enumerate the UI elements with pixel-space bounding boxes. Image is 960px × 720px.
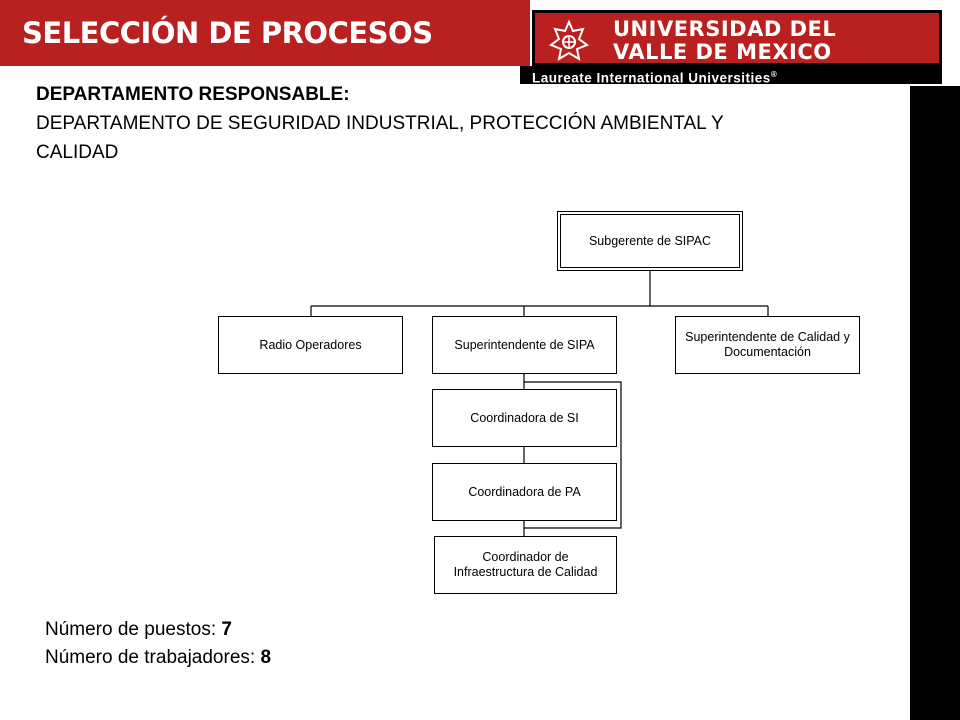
workers-label: Número de trabajadores: [45,647,256,668]
logo-tagline: Laureate International Universities [532,70,771,86]
org-box-coordinador-infraestructura: Coordinador de Infraestructura de Calidad [434,536,617,594]
department-name: DEPARTAMENTO DE SEGURIDAD INDUSTRIAL, PROTECCIÓN AMBIENTAL Y CALIDAD [36,113,724,163]
positions-value: 7 [221,619,232,640]
workers-stat [45,647,271,669]
org-box-subgerente: Subgerente de SIPAC [560,214,740,268]
org-box-radio-operadores: Radio Operadores [218,316,403,374]
org-box-coordinadora-pa: Coordinadora de PA [432,463,617,521]
org-box-superintendente-sipa: Superintendente de SIPA [432,316,617,374]
org-box-coordinadora-si: Coordinadora de SI [432,389,617,447]
slide-title: SELECCIÓN DE PROCESOS [22,16,433,50]
logo-line2: VALLE DE MEXICO [613,40,832,64]
logo-line1: UNIVERSIDAD DEL [613,17,837,41]
positions-label: Número de puestos: [45,619,217,640]
workers-value: 8 [260,647,272,668]
logo-trademark: ® [770,70,778,79]
org-box-superintendente-calidad: Superintendente de Calidad y Documentación [675,316,860,374]
department-label: DEPARTAMENTO RESPONSABLE: [36,84,350,105]
positions-stat [45,619,232,641]
